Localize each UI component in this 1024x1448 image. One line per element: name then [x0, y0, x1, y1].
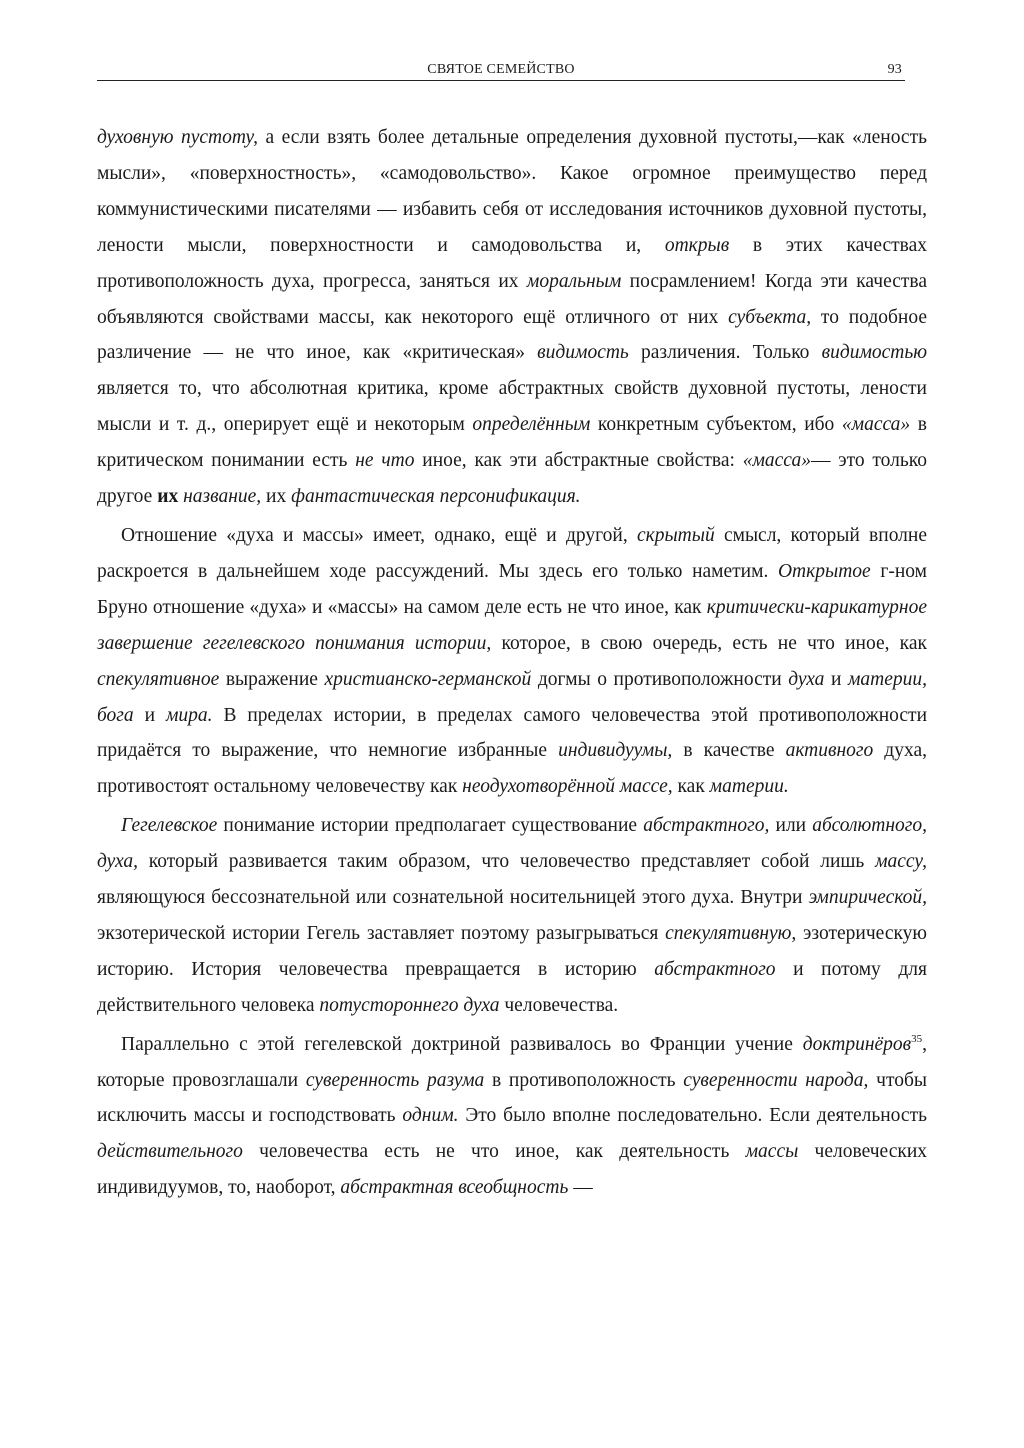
- text-run: духа, противостоят остальному человечеству как: [97, 740, 927, 798]
- italic-text: материи, бога: [97, 668, 927, 726]
- paragraph: [97, 808, 927, 1023]
- body-text: [97, 120, 927, 1206]
- italic-text: фантастическая персонификация.: [291, 486, 581, 508]
- italic-text: доктринёров: [802, 1033, 912, 1055]
- italic-text: спекулятивную,: [665, 922, 797, 944]
- italic-text: материи.: [709, 776, 789, 798]
- text-run: — это только другое: [97, 450, 928, 508]
- text-run: в этих качествах противоположность духа, прогресса, заняться их: [97, 234, 927, 292]
- text-run: а если взять более детальные определения духовной пустоты,—как «леность мысли», «поверхностность», «самодовольство». Какое огромное преимущество перед коммунистическими писателями — избавить себя от исследования источников духовной пустоты, лености мысли, поверхностности и самодовольства и,: [97, 127, 927, 256]
- italic-text: действительного: [97, 1141, 243, 1163]
- italic-text: эмпирической,: [808, 887, 927, 909]
- italic-text: абстрактного: [654, 958, 776, 980]
- text-run: в качестве: [672, 740, 786, 762]
- text-run: который развивается таким образом, что человечество представляет собой лишь: [138, 851, 876, 873]
- italic-text: видимостью: [821, 342, 927, 364]
- italic-text: абстрактная всеобщность: [340, 1177, 569, 1199]
- italic-text: Открытое: [777, 560, 871, 582]
- text-run: Отношение «духа и массы» имеет, однако, ещё и другой,: [121, 524, 637, 546]
- text-run: —: [568, 1177, 593, 1199]
- text-run: понимание истории предполагает существование: [217, 815, 644, 837]
- text-run: эзотерическую историю. История человечества превращается в историю: [97, 922, 927, 980]
- text-run: и: [824, 668, 848, 690]
- italic-text: определённым: [472, 414, 591, 436]
- italic-text: абсолютного, духа,: [97, 815, 927, 873]
- text-run: являющуюся бессознательной или сознательной носительницей этого духа. Внутри: [97, 887, 809, 909]
- italic-text: название,: [183, 486, 262, 508]
- text-run: их: [261, 486, 292, 508]
- text-run: различения. Только: [628, 342, 822, 364]
- text-run: то подобное различение — не что иное, как «критическая»: [97, 306, 927, 364]
- text-run: выражение: [219, 668, 325, 690]
- text-run: человечества есть не что иное, как деятельность: [242, 1141, 746, 1163]
- italic-text: скрытый: [636, 524, 715, 546]
- italic-text: не что: [355, 450, 415, 472]
- footnote-ref: 35: [911, 1032, 923, 1045]
- text-run: человечества.: [499, 994, 619, 1016]
- italic-text: «масса»: [841, 414, 911, 436]
- page-number: 93: [887, 62, 902, 77]
- text-run: в противоположность: [484, 1069, 684, 1091]
- text-run: и потому для действительного человека: [97, 958, 927, 1016]
- italic-text: мира.: [165, 704, 213, 726]
- italic-text: субъекта,: [728, 306, 812, 328]
- italic-text: потустороннего духа: [319, 994, 500, 1016]
- text-run: догмы о противоположности: [531, 668, 789, 690]
- text-run: экзотерической истории Гегель заставляет поэтому разыгрываться: [97, 922, 666, 944]
- running-title: СВЯТОЕ СЕМЕЙСТВО: [427, 62, 575, 77]
- text-run: В пределах истории, в пределах самого человечества этой противоположности придаётся то выражение, что немногие избранные: [97, 704, 928, 762]
- paragraph: [97, 1027, 927, 1207]
- page-header: [97, 60, 905, 81]
- text-run: человеческих индивидуумов, то, наоборот,: [97, 1141, 928, 1199]
- italic-text: одним.: [402, 1105, 459, 1127]
- italic-text: видимость: [537, 342, 629, 364]
- italic-text: критически-карикатурное завершение гегелевского понимания истории,: [97, 596, 927, 654]
- italic-text: массу,: [875, 851, 927, 873]
- italic-text: христианско-германской: [324, 668, 532, 690]
- italic-text: суверенность разума: [305, 1069, 485, 1091]
- text-run: конкретным субъектом, ибо: [590, 414, 842, 436]
- paragraph: [97, 518, 927, 805]
- italic-text: неодухотворённой массе,: [462, 776, 673, 798]
- text-run: в критическом понимании есть: [97, 414, 927, 472]
- text-run: г-ном Бруно отношение «духа» и «массы» на самом деле есть не что иное, как: [97, 560, 927, 618]
- italic-text: индивидуумы,: [558, 740, 673, 762]
- text-run: чтобы исключить массы и господствовать: [97, 1069, 927, 1127]
- text-run: и: [133, 704, 166, 726]
- text-run: является то, что абсолютная критика, кроме абстрактных свойств духовной пустоты, лености мысли и т. д., оперирует ещё и некоторым: [97, 378, 927, 436]
- text-run: которое, в свою очередь, есть не что иное, как: [491, 632, 927, 654]
- italic-text: «масса»: [742, 450, 811, 472]
- italic-text: духа: [788, 668, 825, 690]
- text-run: или: [769, 815, 813, 837]
- text-run: как: [672, 776, 710, 798]
- text-run: Параллельно с этой гегелевской доктриной развивалось во Франции учение: [121, 1033, 803, 1055]
- text-run: смысл, который вполне раскроется в дальнейшем ходе рассуждений. Мы здесь его только наметим.: [97, 524, 928, 582]
- text-run: Это было вполне последовательно. Если деятельность: [458, 1105, 927, 1127]
- text-run: , которые провозглашали: [97, 1033, 927, 1091]
- italic-text: открыв: [664, 234, 730, 256]
- italic-text: массы: [745, 1141, 799, 1163]
- italic-text: суверенности народа,: [683, 1069, 869, 1091]
- italic-text: активного: [785, 740, 874, 762]
- text-run: посрамлением! Когда эти качества объявляются свойствами массы, как некоторого ещё отличного от них: [97, 270, 927, 328]
- text-run: иное, как эти абстрактные свойства:: [414, 450, 743, 472]
- bold-text: их: [157, 486, 179, 508]
- paragraph: [97, 120, 927, 515]
- italic-text: абстрактного,: [643, 815, 770, 837]
- italic-text: Гегелевское: [121, 815, 218, 837]
- italic-text: моральным: [526, 270, 622, 292]
- italic-text: спекулятивное: [97, 668, 220, 690]
- italic-text: духовную пустоту,: [97, 127, 259, 148]
